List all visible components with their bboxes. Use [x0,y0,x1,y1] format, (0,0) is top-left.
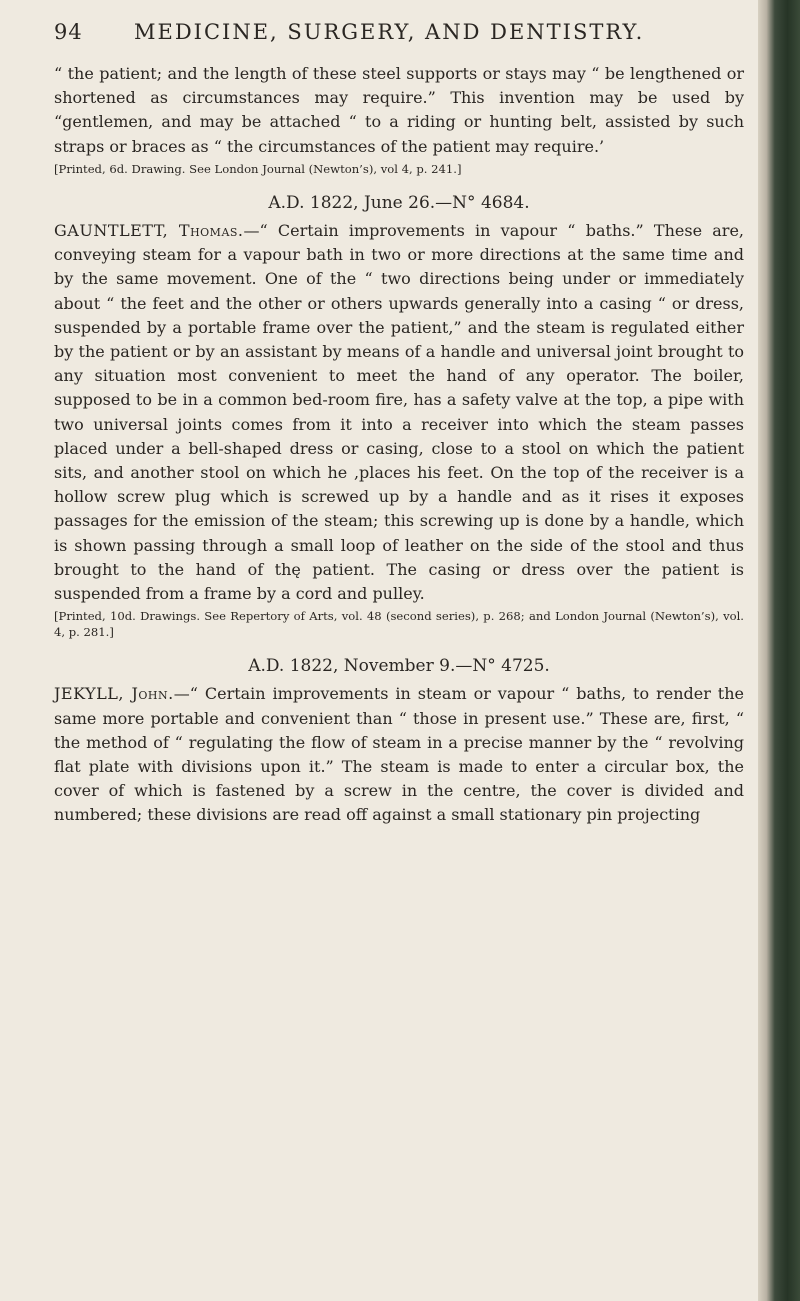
page-number: 94 [54,20,83,44]
entry-text: —“ Certain improvements in steam or vapour “ baths, to render the same more portable and convenient than “ those in present use.” These are, first, “ the method of “ regulating the flow of steam in a precise manner by the “ revolving flat plate with divisions upon it.” The steam is made to enter a circular box, the cover of which is fastened by a screw in the centre, the cover is divided and numbered; these divisions are read off against a small stationary pin projecting [54,684,745,825]
patent-entry [54,191,744,640]
citation: [Printed, 10d. Drawings. See Repertory of Arts, vol. 48 (second series), p. 268; and London Journal (Newton’s), vol. 4, p. 281.] [54,609,744,640]
inventor-name: GAUNTLETT, Thomas. [54,221,244,241]
inventor-name: JEKYLL, John. [54,684,174,704]
entry-paragraph [54,682,744,827]
page-header [54,14,734,54]
citation: [Printed, 6d. Drawing. See London Journal (Newton’s), vol 4, p. 241.] [54,161,462,176]
entry-text: —“ Certain improvements in vapour “ baths.” These are, conveying steam for a vapour bath in two or more directions at the same time and by the same movement. One of the “ two directions being under or immediately about “ the feet and the other or others upwards generally into a casing “ or dress, suspended by a portable frame over the patient,” and the steam is regulated either by the patient or by an assistant by means of a handle and universal joint brought to any situation most convenient to meet the hand of any operator. The boiler, supposed to be in a common bed-room fire, has a safety valve at the top, a pipe with two universal joints comes from it into a receiver into which the steam passes placed under a bell-shaped dress or casing, close to a stool on which the patient sits, and another stool on which he ‚places his feet. On the top of the receiver is a hollow screw plug which is screwed up by a handle and as it rises it exposes passages for the emission of the steam; this screwing up is done by a handle, which is shown passing through a small loop of leather on the side of the stool and thus brought to the hand of thę patient. The casing or dress over the patient is suspended from a frame by a cord and pulley. [54,221,745,604]
book-binding-edge [758,0,800,1301]
patent-entry [54,654,744,827]
continued-paragraph: “ the patient; and the length of these steel supports or stays may “ be lengthened or shortened as circumstances may require.” This invention may be used by “gentlemen, and may be attached “ to a riding or hunting belt, assisted by such straps or braces as “ the circumstances of the patient may require.’ [54,64,744,156]
running-title: MEDICINE, SURGERY, AND DENTISTRY. [134,20,645,44]
entry-heading: A.D. 1822, November 9.—N° 4725. [248,656,550,677]
entry-heading: A.D. 1822, June 26.—N° 4684. [268,192,530,213]
entry-paragraph [54,219,744,606]
page-body [54,62,744,828]
